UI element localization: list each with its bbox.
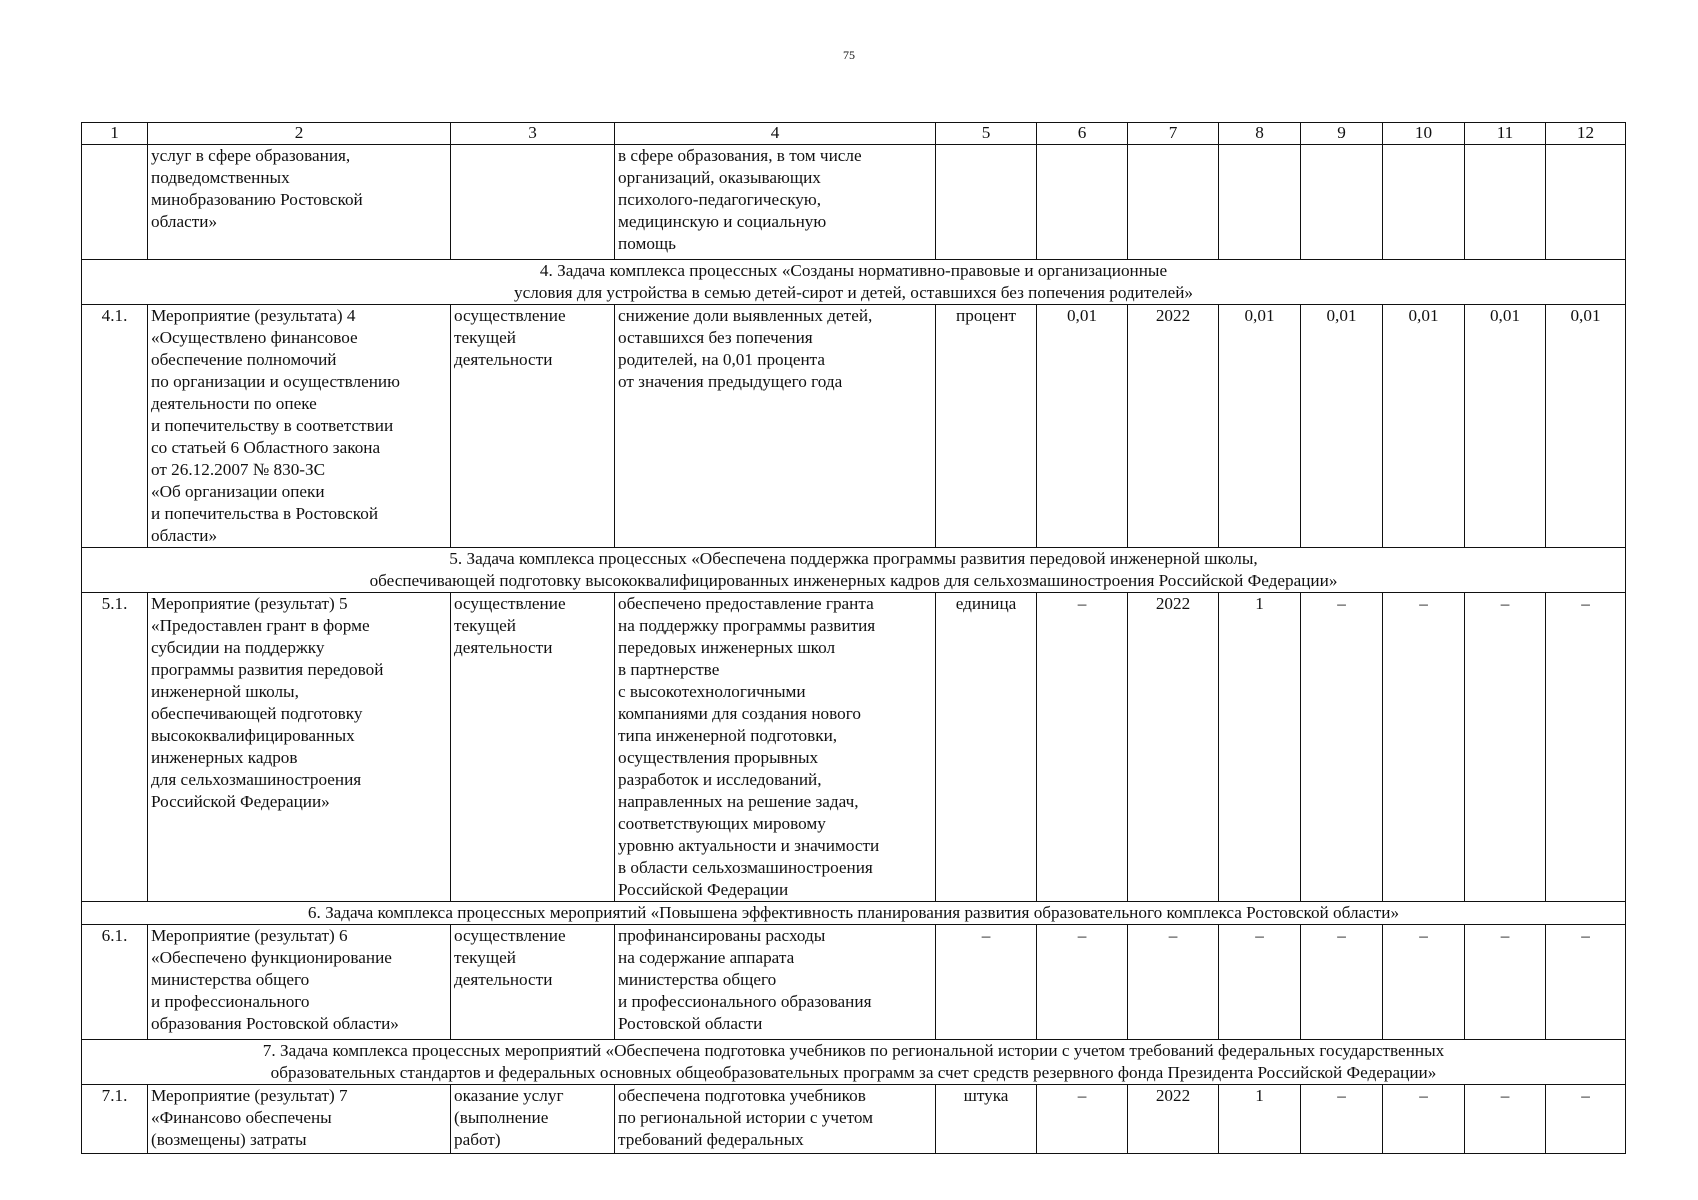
value-cell: 0,01 <box>1219 305 1301 548</box>
header-row <box>82 123 1626 145</box>
indicators-table <box>81 122 1626 1154</box>
table-row <box>82 305 1626 548</box>
activity-type: осуществление текущей деятельности <box>451 925 615 1040</box>
activity-characteristic: в сфере образования, в том числе организаций, оказывающих психолого-педагогическую, медицинскую и социальную помощь <box>615 145 936 260</box>
value-cell: – <box>1546 593 1626 902</box>
value-cell: 0,01 <box>1465 305 1546 548</box>
activity-characteristic: обеспечена подготовка учебников по региональной истории с учетом требований федеральных <box>615 1085 936 1154</box>
value-cell: – <box>1219 925 1301 1040</box>
header-cell: 12 <box>1546 123 1626 145</box>
value-cell <box>1128 145 1219 260</box>
task-row <box>82 902 1626 925</box>
value-cell: 0,01 <box>1383 305 1465 548</box>
value-cell: – <box>1465 925 1546 1040</box>
value-cell: 0,01 <box>1301 305 1383 548</box>
header-cell: 4 <box>615 123 936 145</box>
unit-cell: процент <box>936 305 1037 548</box>
value-cell <box>1301 145 1383 260</box>
header-cell: 1 <box>82 123 148 145</box>
task-row <box>82 548 1626 593</box>
header-cell: 11 <box>1465 123 1546 145</box>
activity-name: услуг в сфере образования, подведомственных минобразованию Ростовской области» <box>148 145 451 260</box>
unit-cell: штука <box>936 1085 1037 1154</box>
header-cell: 6 <box>1037 123 1128 145</box>
table-row <box>82 925 1626 1040</box>
value-cell: – <box>1546 1085 1626 1154</box>
unit-cell <box>936 145 1037 260</box>
value-cell: – <box>1037 593 1128 902</box>
value-cell: – <box>1465 593 1546 902</box>
row-number: 6.1. <box>82 925 148 1040</box>
task-row <box>82 1040 1626 1085</box>
value-cell: 2022 <box>1128 305 1219 548</box>
activity-type: осуществление текущей деятельности <box>451 305 615 548</box>
value-cell: 0,01 <box>1037 305 1128 548</box>
value-cell: – <box>1128 925 1219 1040</box>
value-cell: – <box>1546 925 1626 1040</box>
task-heading-6: 6. Задача комплекса процессных мероприятий «Повышена эффективность планирования развития образовательного комплекса Ростовской области» <box>82 902 1626 925</box>
row-number: 7.1. <box>82 1085 148 1154</box>
activity-type <box>451 145 615 260</box>
header-cell: 7 <box>1128 123 1219 145</box>
value-cell: – <box>1465 1085 1546 1154</box>
table-row <box>82 1085 1626 1154</box>
value-cell: 1 <box>1219 593 1301 902</box>
value-cell <box>1465 145 1546 260</box>
unit-cell: единица <box>936 593 1037 902</box>
header-cell: 9 <box>1301 123 1383 145</box>
activity-name: Мероприятие (результат) 6 «Обеспечено функционирование министерства общего и профессионального образования Ростовской области» <box>148 925 451 1040</box>
task-row <box>82 260 1626 305</box>
value-cell: – <box>1301 1085 1383 1154</box>
page-number: 75 <box>843 48 855 62</box>
activity-type: осуществление текущей деятельности <box>451 593 615 902</box>
activity-name: Мероприятие (результат) 7 «Финансово обеспечены (возмещены) затраты <box>148 1085 451 1154</box>
activity-characteristic: снижение доли выявленных детей, оставшихся без попечения родителей, на 0,01 процента от значения предыдущего года <box>615 305 936 548</box>
value-cell: 2022 <box>1128 1085 1219 1154</box>
header-cell: 8 <box>1219 123 1301 145</box>
value-cell: – <box>1383 1085 1465 1154</box>
value-cell: 2022 <box>1128 593 1219 902</box>
activity-type: оказание услуг (выполнение работ) <box>451 1085 615 1154</box>
value-cell: – <box>1037 1085 1128 1154</box>
task-heading-5: 5. Задача комплекса процессных «Обеспечена поддержка программы развития передовой инженерной школы, обеспечивающей подготовку высококвалифицированных инженерных кадров для сельхозмашиностроения Российской Федерации» <box>82 548 1626 593</box>
value-cell <box>1383 145 1465 260</box>
row-number: 5.1. <box>82 593 148 902</box>
row-number: 4.1. <box>82 305 148 548</box>
value-cell: – <box>1301 925 1383 1040</box>
activity-characteristic: обеспечено предоставление гранта на поддержку программы развития передовых инженерных школ в партнерстве с высокотехнологичными компаниями для создания нового типа инженерной подготовки, осуществления прорывных разработок и исследований, направленных на решение задач, соответствующих мировому уровню актуальности и значимости в области сельхозмашиностроения Российской Федерации <box>615 593 936 902</box>
value-cell <box>1546 145 1626 260</box>
value-cell <box>1037 145 1128 260</box>
activity-name: Мероприятие (результат) 5 «Предоставлен грант в форме субсидии на поддержку программы развития передовой инженерной школы, обеспечивающей подготовку высококвалифицированных инженерных кадров для сельхозмашиностроения Российской Федерации» <box>148 593 451 902</box>
task-heading-4: 4. Задача комплекса процессных «Созданы нормативно-правовые и организационные условия для устройства в семью детей-сирот и детей, оставшихся без попечения родителей» <box>82 260 1626 305</box>
value-cell: – <box>1037 925 1128 1040</box>
header-cell: 10 <box>1383 123 1465 145</box>
value-cell: – <box>1383 925 1465 1040</box>
row-number <box>82 145 148 260</box>
value-cell <box>1219 145 1301 260</box>
task-heading-7: 7. Задача комплекса процессных мероприятий «Обеспечена подготовка учебников по региональной истории с учетом требований федеральных государственных образовательных стандартов и федеральных основных общеобразовательных программ за счет средств резервного фонда Президента Российской Федерации» <box>82 1040 1626 1085</box>
header-cell: 5 <box>936 123 1037 145</box>
table-row <box>82 593 1626 902</box>
header-cell: 3 <box>451 123 615 145</box>
value-cell: – <box>1301 593 1383 902</box>
header-cell: 2 <box>148 123 451 145</box>
value-cell: 1 <box>1219 1085 1301 1154</box>
value-cell: 0,01 <box>1546 305 1626 548</box>
activity-characteristic: профинансированы расходы на содержание аппарата министерства общего и профессионального образования Ростовской области <box>615 925 936 1040</box>
table-row <box>82 145 1626 260</box>
activity-name: Мероприятие (результата) 4 «Осуществлено финансовое обеспечение полномочий по организации и осуществлению деятельности по опеке и попечительству в соответствии со статьей 6 Областного закона от 26.12.2007 № 830-ЗС «Об организации опеки и попечительства в Ростовской области» <box>148 305 451 548</box>
value-cell: – <box>1383 593 1465 902</box>
unit-cell: – <box>936 925 1037 1040</box>
